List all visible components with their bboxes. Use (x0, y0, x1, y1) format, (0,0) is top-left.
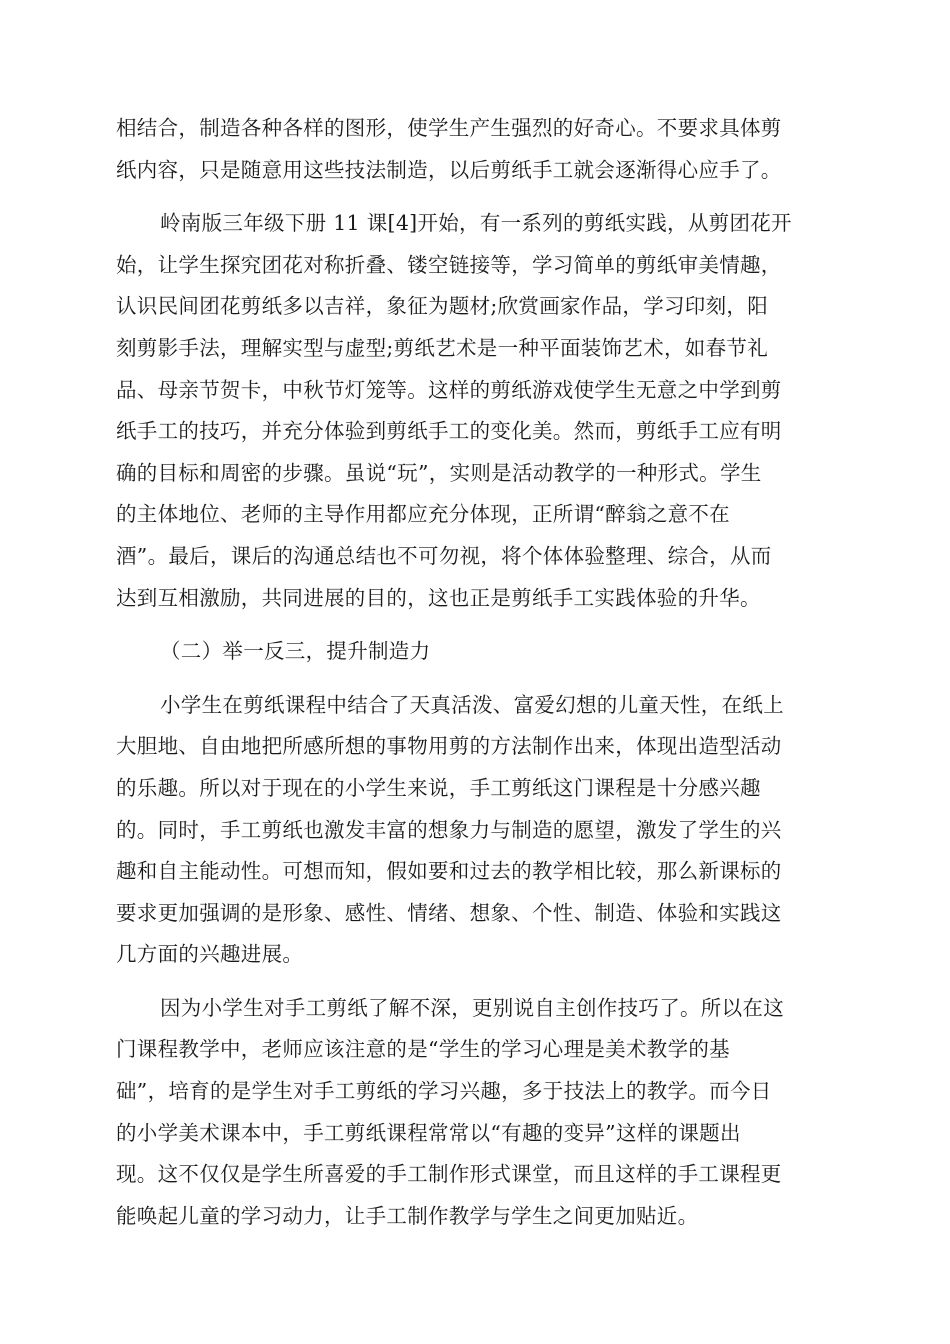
paragraph-line: 相结合，制造各种各样的图形，使学生产生强烈的好奇心。不要求具体剪 (116, 116, 782, 140)
paragraph-line: 达到互相激励，共同进展的目的，这也正是剪纸手工实践体验的升华。 (116, 585, 761, 610)
paragraph-2 (116, 203, 836, 619)
paragraph-line: 始，让学生探究团花对称折叠、镂空链接等，学习简单的剪纸审美情趣， (116, 252, 782, 277)
paragraph-line: 纸手工的技巧，并充分体验到剪纸手工的变化美。然而，剪纸手工应有明 (116, 419, 782, 444)
document-body (116, 108, 836, 1237)
paragraph-line: 酒”。最后，课后的沟通总结也不可勿视，将个体体验整理、综合，从而 (116, 543, 772, 568)
paragraph-line: 因为小学生对手工剪纸了解不深，更别说自主创作技巧了。所以在这 (160, 995, 784, 1020)
paragraph-line: 的小学美术课本中，手工剪纸课程常常以“有趣的变异”这样的课题出 (116, 1120, 741, 1145)
paragraph-line: 确的目标和周密的步骤。虽说“玩”，实则是活动教学的一种形式。学生 (116, 460, 762, 485)
paragraph-line: 础”，培育的是学生对手工剪纸的学习兴趣，多于技法上的教学。而今日 (116, 1079, 772, 1104)
paragraph-3 (116, 685, 836, 976)
paragraph-line: 现。这不仅仅是学生所喜爱的手工制作形式课堂，而且这样的手工课程更 (116, 1162, 782, 1187)
paragraph-line: 门课程教学中，老师应该注意的是“学生的学习心理是美术教学的基 (116, 1037, 730, 1062)
paragraph-4 (116, 988, 836, 1238)
paragraph-line: 大胆地、自由地把所感所想的事物用剪的方法制作出来，体现出造型活动 (116, 734, 782, 759)
paragraph-line: 几方面的兴趣进展。 (116, 942, 304, 967)
paragraph-line: 认识民间团花剪纸多以吉祥，象征为题材;欣赏画家作品，学习印刻，阳 (116, 294, 769, 319)
paragraph-line: 岭南版三年级下册 11 课[4]开始，有一系列的剪纸实践，从剪团花开 (160, 211, 792, 236)
paragraph-line: 的乐趣。所以对于现在的小学生来说，手工剪纸这门课程是十分感兴趣 (116, 775, 761, 800)
paragraph-line: 小学生在剪纸课程中结合了天真活泼、富爱幻想的儿童天性，在纸上 (160, 692, 784, 717)
paragraph-line: 能唤起儿童的学习动力，让手工制作教学与学生之间更加贴近。 (116, 1203, 699, 1228)
paragraph-line: 要求更加强调的是形象、感性、情绪、想象、个性、制造、体验和实践这 (116, 900, 782, 925)
paragraph-1 (116, 108, 836, 191)
paragraph-line: 的。同时，手工剪纸也激发丰富的想象力与制造的愿望，激发了学生的兴 (116, 817, 782, 842)
paragraph-line: 纸内容，只是随意用这些技法制造，以后剪纸手工就会逐渐得心应手了。 (116, 157, 782, 182)
paragraph-line: 趣和自主能动性。可想而知，假如要和过去的教学相比较，那么新课标的 (116, 859, 782, 884)
paragraph-line: 品、母亲节贺卡，中秋节灯笼等。这样的剪纸游戏使学生无意之中学到剪 (116, 377, 782, 402)
paragraph-line: 刻剪影手法，理解实型与虚型;剪纸艺术是一种平面装饰艺术，如春节礼 (116, 335, 769, 360)
section-heading-text: （二）举一反三，提升制造力 (160, 639, 431, 664)
paragraph-line: 的主体地位、老师的主导作用都应充分体现，正所谓“醉翁之意不在 (116, 502, 730, 527)
section-heading (116, 631, 836, 673)
